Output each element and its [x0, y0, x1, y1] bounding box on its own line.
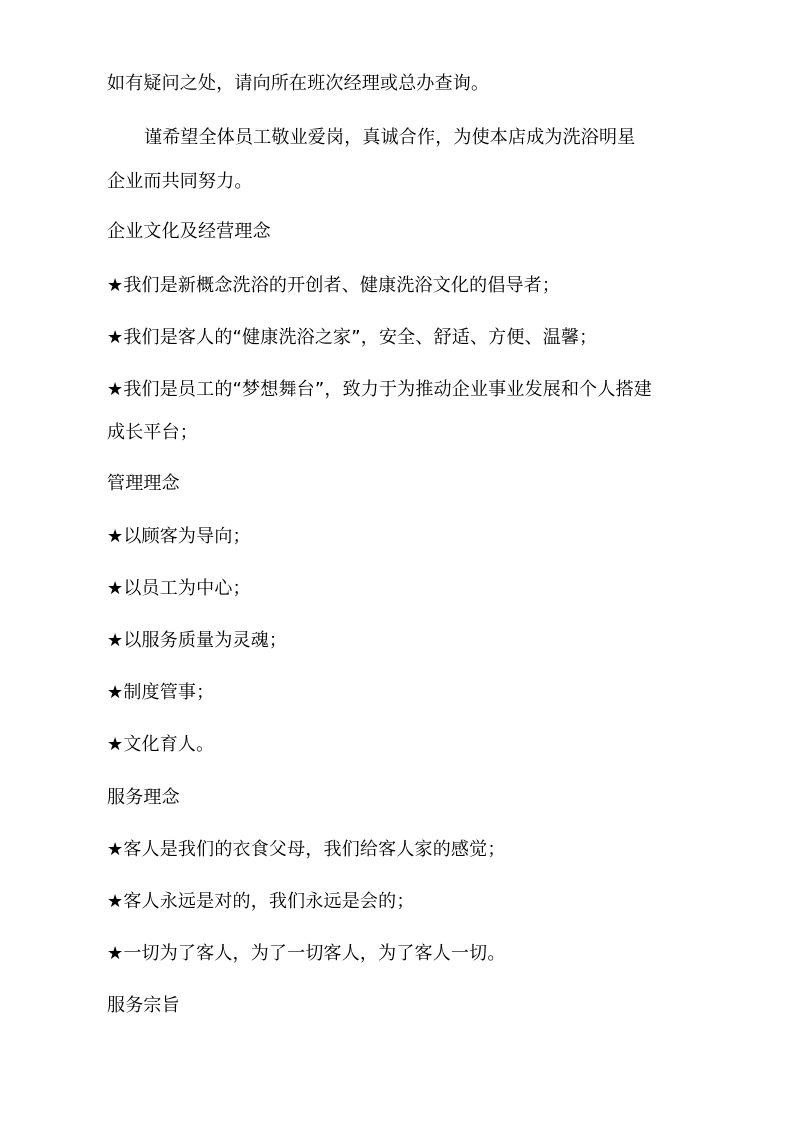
service-item-1: ★客人是我们的衣食父母，我们给客人家的感觉； — [107, 839, 506, 860]
heading-service-philosophy: 服务理念 — [107, 787, 180, 808]
management-item-4: ★制度管事； — [107, 682, 215, 703]
service-item-2: ★客人永远是对的，我们永远是会的； — [107, 891, 415, 912]
paragraph-hope-line2: 企业而共同努力。 — [107, 171, 253, 192]
culture-item-3-line1: ★我们是员工的“梦想舞台”，致力于为推动企业事业发展和个人搭建 — [107, 379, 652, 400]
culture-item-1: ★我们是新概念洗浴的开创者、健康洗浴文化的倡导者； — [107, 275, 561, 296]
management-item-5: ★文化育人。 — [107, 734, 215, 755]
heading-management-philosophy: 管理理念 — [107, 473, 180, 494]
management-item-2: ★以员工为中心； — [107, 578, 251, 599]
paragraph-inquiry: 如有疑问之处，请向所在班次经理或总办查询。 — [107, 73, 490, 94]
culture-item-2: ★我们是客人的“健康洗浴之家”，安全、舒适、方便、温馨； — [107, 327, 598, 348]
heading-corporate-culture: 企业文化及经营理念 — [107, 221, 271, 242]
management-item-1: ★以顾客为导向； — [107, 526, 251, 547]
management-item-3: ★以服务质量为灵魂； — [107, 630, 288, 651]
culture-item-3-line2: 成长平台； — [107, 422, 198, 443]
service-item-3: ★一切为了客人，为了一切客人，为了客人一切。 — [107, 943, 506, 964]
heading-service-purpose: 服务宗旨 — [107, 995, 180, 1016]
paragraph-hope-line1: 谨希望全体员工敬业爱岗，真诚合作，为使本店成为洗浴明星 — [144, 127, 636, 148]
